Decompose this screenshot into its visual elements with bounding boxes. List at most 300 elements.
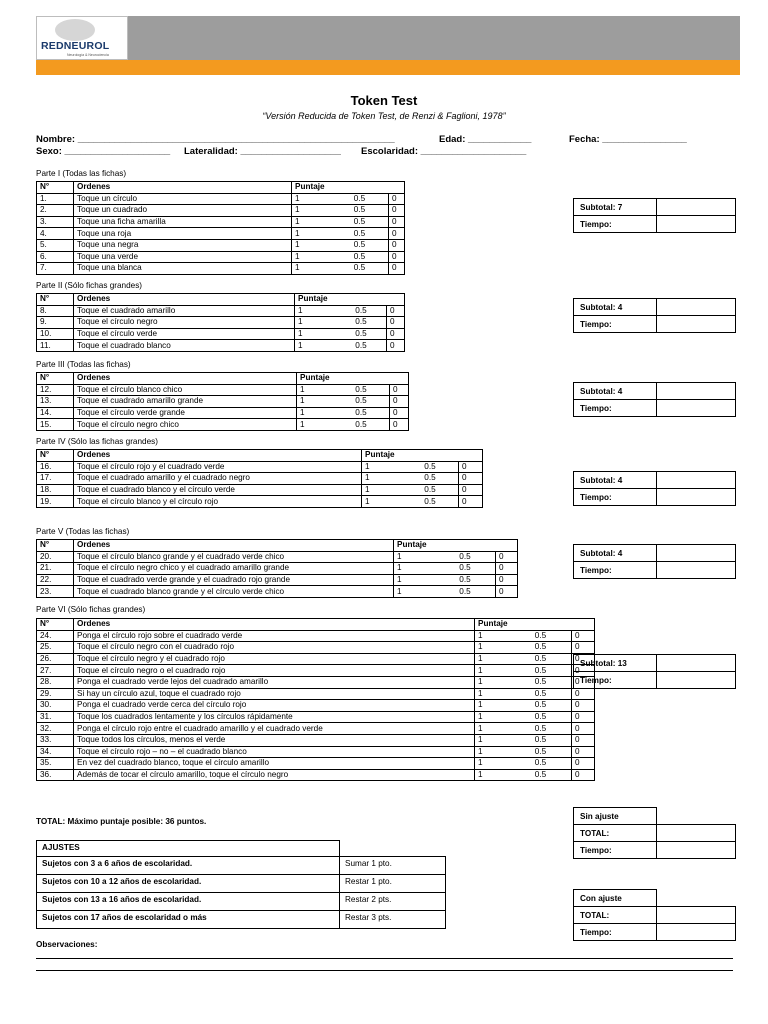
item-number: 8. [37,305,74,317]
subtotal-box [573,544,736,579]
score-option[interactable]: 0.5 [333,384,390,396]
column-header: N° [37,373,74,385]
lateralidad-field[interactable]: Lateralidad: ___________________ [184,146,341,157]
logo-brand: REDNEUROL [41,40,110,52]
column-header: Ordenes [74,294,295,306]
table-row [37,563,518,575]
item-order: Toque el cuadrado verde grande y el cuadrado rojo grande [74,574,394,586]
subtotal-label-value[interactable] [657,199,736,216]
item-number: 15. [37,419,74,431]
item-number: 20. [37,551,74,563]
tiempo-label-value[interactable] [657,562,736,579]
item-order: Toque el círculo blanco y el círculo rojo [74,496,362,508]
tiempo-label-value[interactable] [657,400,736,417]
table-row [574,383,736,400]
table-row [37,676,595,688]
item-order: Toque el círculo negro chico y el cuadrado amarillo grande [74,563,394,575]
tiempo-label: Tiempo: [574,216,657,233]
column-header: Ordenes [74,373,297,385]
item-order: Ponga el círculo rojo sobre el cuadrado verde [74,630,475,642]
score-option[interactable]: 1 [394,586,435,598]
column-header: Puntaje [362,450,483,462]
totals-box [573,889,736,941]
score-option[interactable]: 1 [292,205,331,217]
item-order: Toque un círculo [74,193,292,205]
score-option[interactable]: 0 [572,700,595,712]
item-number: 9. [37,317,74,329]
escolaridad-field[interactable]: Escolaridad: ____________________ [361,146,527,157]
tiempo-label-value[interactable] [657,672,736,689]
score-option[interactable]: 0.5 [510,711,572,723]
item-number: 16. [37,461,74,473]
section-title: Parte V (Todas las fichas) [36,527,130,536]
item-order: Toque el círculo negro y el cuadrado rojo [74,653,475,665]
subtotal-box [573,654,736,689]
score-option[interactable]: 0.5 [435,586,496,598]
subtotal-label: Subtotal: 4 [574,472,657,489]
item-number: 7. [37,263,74,275]
score-option[interactable]: 1 [394,574,435,586]
score-option[interactable]: 0.5 [435,574,496,586]
item-number: 13. [37,396,74,408]
table-row [37,473,483,485]
tiempo-label-value[interactable] [657,842,736,859]
score-option[interactable]: 0.5 [510,665,572,677]
part-table [36,181,405,275]
item-number: 6. [37,251,74,263]
score-option[interactable]: 1 [475,676,510,688]
table-row [37,642,595,654]
item-order: Además de tocar el círculo amarillo, toque el círculo negro [74,769,475,781]
table-row [37,586,518,598]
table-header [37,540,518,552]
score-option[interactable]: 0.5 [331,239,389,251]
item-number: 25. [37,642,74,654]
score-option[interactable]: 0 [389,251,405,263]
section-title: Parte VI (Sólo fichas grandes) [36,605,146,614]
score-option[interactable]: 0.5 [510,723,572,735]
item-order: Toque una ficha amarilla [74,216,292,228]
observaciones-label: Observaciones: [36,940,98,949]
table-row [574,562,736,579]
table-row [574,545,736,562]
score-option[interactable]: 0 [572,676,595,688]
score-option[interactable]: 0 [390,396,409,408]
table-header [37,619,595,631]
nombre-field[interactable]: Nombre: ____________________________________________________________ [36,134,395,145]
item-number: 30. [37,700,74,712]
tiempo-label: Tiempo: [574,924,657,941]
logo-tagline: Neurología & Neurociencia [67,53,109,57]
score-option[interactable]: 0.5 [510,746,572,758]
part-table [36,293,405,352]
subtotal-label-value[interactable] [657,383,736,400]
subtotal-label-value[interactable] [657,545,736,562]
score-option[interactable]: 0 [390,407,409,419]
item-number: 4. [37,228,74,240]
item-number: 14. [37,407,74,419]
score-option[interactable]: 0 [572,734,595,746]
tiempo-label: Tiempo: [574,316,657,333]
table-row [37,630,595,642]
score-option[interactable]: 1 [297,384,333,396]
item-number: 32. [37,723,74,735]
table-row [37,384,409,396]
score-option[interactable]: 0 [572,630,595,642]
table-row [37,263,405,275]
fecha-field[interactable]: Fecha: ________________ [569,134,687,145]
subtotal-label: Subtotal: 13 [574,655,657,672]
table-row [37,723,595,735]
table-row: Sujetos con 17 años de escolaridad o más Restar 3 pts. [37,911,446,929]
part-table [36,449,483,508]
score-option[interactable]: 0.5 [402,484,459,496]
score-option[interactable]: 0 [389,263,405,275]
column-header: Ordenes [74,619,475,631]
score-option[interactable]: 0 [572,769,595,781]
score-option[interactable]: 0.5 [331,205,389,217]
table-row [37,769,595,781]
totals-box [573,807,736,859]
score-option[interactable]: 0 [496,586,518,598]
score-option[interactable]: 1 [362,484,402,496]
item-order: Toque una blanca [74,263,292,275]
table-header [37,182,405,194]
item-order: Toque el círculo verde grande [74,407,297,419]
score-option[interactable]: 0.5 [510,769,572,781]
score-option[interactable]: 1 [475,758,510,770]
subtotal-label-value[interactable] [657,472,736,489]
score-option[interactable]: 1 [475,769,510,781]
score-option[interactable]: 1 [362,496,402,508]
table-row [37,688,595,700]
section-title: Parte II (Sólo fichas grandes) [36,281,143,290]
subtotal-label: Subtotal: 4 [574,299,657,316]
table-row [574,216,736,233]
item-order: Toque una roja [74,228,292,240]
item-number: 23. [37,586,74,598]
table-row [37,551,518,563]
table-header [37,450,483,462]
column-header: Puntaje [394,540,518,552]
subtotal-box [573,198,736,233]
column-header: N° [37,450,74,462]
score-option[interactable]: 1 [295,328,336,340]
item-number: 1. [37,193,74,205]
score-option[interactable]: 1 [292,193,331,205]
column-header: N° [37,182,74,194]
item-number: 34. [37,746,74,758]
score-option[interactable]: 1 [362,461,402,473]
tiempo-label-value[interactable] [657,316,736,333]
item-number: 3. [37,216,74,228]
item-order: Toque el cuadrado amarillo grande [74,396,297,408]
observaciones-line[interactable] [36,958,733,959]
score-option[interactable]: 0 [459,496,483,508]
score-option[interactable]: 1 [292,239,331,251]
score-option[interactable]: 0 [572,688,595,700]
score-option[interactable]: 1 [295,305,336,317]
table-row [574,655,736,672]
tiempo-label-value[interactable] [657,216,736,233]
score-option[interactable]: 1 [295,340,336,352]
score-option[interactable]: 0.5 [333,407,390,419]
subtotal-label: Subtotal: 7 [574,199,657,216]
item-order: Toque el cuadrado blanco grande y el círculo verde chico [74,586,394,598]
table-row [574,825,736,842]
score-option[interactable]: 0 [572,653,595,665]
item-order: Toque una negra [74,239,292,251]
score-option[interactable]: 0 [389,193,405,205]
score-option[interactable]: 0 [389,216,405,228]
score-option[interactable]: 0.5 [331,251,389,263]
page-title: Token Test [350,93,418,108]
item-order: Toque los cuadrados lentamente y los círculos rápidamente [74,711,475,723]
item-number: 36. [37,769,74,781]
score-option[interactable]: 0 [496,563,518,575]
score-option[interactable]: 0 [387,317,405,329]
score-option[interactable]: 0 [389,205,405,217]
item-order: Toque el cuadrado blanco [74,340,295,352]
score-option[interactable]: 1 [475,630,510,642]
score-option[interactable]: 1 [475,711,510,723]
score-option[interactable]: 1 [475,734,510,746]
column-header: Ordenes [74,450,362,462]
item-order: Toque el cuadrado blanco y el círculo verde [74,484,362,496]
item-order: Toque el círculo negro o el cuadrado rojo [74,665,475,677]
table-row [37,216,405,228]
table-row [37,205,405,217]
item-number: 26. [37,653,74,665]
table-row [37,419,409,431]
item-order: Toque el cuadrado amarillo y el cuadrado negro [74,473,362,485]
score-option[interactable]: 0.5 [510,676,572,688]
score-option[interactable]: 1 [297,396,333,408]
score-option[interactable]: 0.5 [510,688,572,700]
score-option[interactable]: 0 [390,419,409,431]
item-order: Toque el círculo negro [74,317,295,329]
score-option[interactable]: 0.5 [402,496,459,508]
item-number: 12. [37,384,74,396]
score-option[interactable]: 0 [572,665,595,677]
table-row [574,199,736,216]
tiempo-label: Tiempo: [574,672,657,689]
tiempo-label: Tiempo: [574,842,657,859]
item-number: 27. [37,665,74,677]
column-header: N° [37,540,74,552]
score-option[interactable]: 0.5 [333,396,390,408]
item-order: Toque el círculo rojo y el cuadrado verde [74,461,362,473]
score-option[interactable]: 0.5 [510,642,572,654]
column-header: Ordenes [74,182,292,194]
table-row [37,407,409,419]
score-option[interactable]: 1 [475,723,510,735]
score-option[interactable]: 0.5 [331,263,389,275]
tiempo-label-value[interactable] [657,924,736,941]
score-option[interactable]: 0.5 [402,461,459,473]
total-label-value[interactable] [657,825,736,842]
section-title: Parte III (Todas las fichas) [36,360,131,369]
score-option[interactable]: 0.5 [336,317,387,329]
redneurol-logo [36,16,128,60]
score-option[interactable]: 0 [496,551,518,563]
part-table [36,618,595,781]
globe-icon [55,19,95,41]
score-option[interactable]: 0 [459,473,483,485]
score-option[interactable]: 0.5 [435,563,496,575]
score-option[interactable]: 1 [394,563,435,575]
score-option[interactable]: 0.5 [331,216,389,228]
table-row [37,328,405,340]
tiempo-label: Tiempo: [574,562,657,579]
total-label-value[interactable] [657,907,736,924]
item-order: Toque el círculo blanco chico [74,384,297,396]
score-option[interactable]: 0 [572,723,595,735]
item-number: 5. [37,239,74,251]
tiempo-label: Tiempo: [574,489,657,506]
score-option[interactable]: 1 [292,263,331,275]
item-number: 10. [37,328,74,340]
item-order: Toque el círculo negro con el cuadrado rojo [74,642,475,654]
observaciones-line[interactable] [36,970,733,971]
score-option[interactable]: 0 [572,746,595,758]
edad-field[interactable]: Edad: ____________ [439,134,532,145]
score-option[interactable]: 0.5 [510,653,572,665]
score-option[interactable]: 1 [292,228,331,240]
table-row [37,317,405,329]
table-row [574,890,736,907]
score-option[interactable]: 1 [394,551,435,563]
score-option[interactable]: 1 [475,665,510,677]
score-option[interactable]: 1 [475,746,510,758]
score-option[interactable]: 0.5 [336,328,387,340]
sexo-field[interactable]: Sexo: ____________________ [36,146,171,157]
totals-heading: Sin ajuste [574,808,657,825]
table-row [574,808,736,825]
item-order: Si hay un círculo azul, toque el cuadrado rojo [74,688,475,700]
subtotal-label-value[interactable] [657,655,736,672]
score-option[interactable]: 0.5 [510,700,572,712]
subtotal-box [573,471,736,506]
table-row [37,239,405,251]
score-option[interactable]: 0.5 [331,193,389,205]
subtotal-label: Subtotal: 4 [574,383,657,400]
part-table [36,539,518,598]
column-header: Puntaje [295,294,405,306]
table-row [37,228,405,240]
item-number: 2. [37,205,74,217]
column-header: N° [37,294,74,306]
item-order: Toque el círculo rojo – no – el cuadrado blanco [74,746,475,758]
column-header: Puntaje [292,182,405,194]
score-option[interactable]: 0 [459,461,483,473]
score-option[interactable]: 0.5 [402,473,459,485]
score-option[interactable]: 0.5 [510,734,572,746]
table-row: Sujetos con 13 a 16 años de escolaridad. Restar 2 pts. [37,893,446,911]
score-option[interactable]: 0 [572,642,595,654]
table-row [37,305,405,317]
item-number: 29. [37,688,74,700]
score-option[interactable]: 1 [475,642,510,654]
score-option[interactable]: 1 [297,419,333,431]
item-number: 31. [37,711,74,723]
table-row [37,665,595,677]
score-option[interactable]: 0 [389,228,405,240]
section-title: Parte IV (Sólo las fichas grandes) [36,437,158,446]
totals-heading-value[interactable] [657,890,736,907]
score-option[interactable]: 1 [292,216,331,228]
score-option[interactable]: 1 [475,688,510,700]
item-order: Toque todos los círculos, menos el verde [74,734,475,746]
item-number: 21. [37,563,74,575]
score-option[interactable]: 0 [390,384,409,396]
table-row [574,299,736,316]
score-option[interactable]: 0 [389,239,405,251]
score-option[interactable]: 0.5 [435,551,496,563]
score-option[interactable]: 0.5 [336,340,387,352]
table-row [37,746,595,758]
table-row [574,672,736,689]
item-order: Toque una verde [74,251,292,263]
score-option[interactable]: 1 [475,653,510,665]
tiempo-label-value[interactable] [657,489,736,506]
score-option[interactable]: 0.5 [331,228,389,240]
score-option[interactable]: 0.5 [510,630,572,642]
score-option[interactable]: 1 [362,473,402,485]
item-number: 24. [37,630,74,642]
table-row [37,340,405,352]
table-row [574,472,736,489]
header-banner [36,16,740,60]
table-row [37,496,483,508]
score-option[interactable]: 0 [387,340,405,352]
total-label: TOTAL: [574,825,657,842]
total-label: TOTAL: [574,907,657,924]
item-order: Ponga el cuadrado verde cerca del círculo rojo [74,700,475,712]
table-row [37,251,405,263]
score-option[interactable]: 0.5 [336,305,387,317]
totals-heading: Con ajuste [574,890,657,907]
table-row [37,734,595,746]
item-number: 17. [37,473,74,485]
table-row [574,842,736,859]
score-option[interactable]: 1 [475,700,510,712]
score-option[interactable]: 0.5 [333,419,390,431]
score-option[interactable]: 0 [459,484,483,496]
score-option[interactable]: 0 [387,305,405,317]
table-row [574,489,736,506]
score-option[interactable]: 0 [496,574,518,586]
score-option[interactable]: 1 [295,317,336,329]
totals-heading-value[interactable] [657,808,736,825]
subtotal-label-value[interactable] [657,299,736,316]
table-row [37,700,595,712]
table-header [37,373,409,385]
part-table [36,372,409,431]
item-order: Ponga el círculo rojo entre el cuadrado amarillo y el cuadrado verde [74,723,475,735]
item-number: 18. [37,484,74,496]
table-row [37,574,518,586]
score-option[interactable]: 0 [387,328,405,340]
score-option[interactable]: 0.5 [510,758,572,770]
score-option[interactable]: 0 [572,711,595,723]
score-option[interactable]: 1 [292,251,331,263]
item-order: Toque el círculo blanco grande y el cuadrado verde chico [74,551,394,563]
total-note: TOTAL: Máximo puntaje posible: 36 puntos. [36,817,207,826]
item-order: Toque el círculo verde [74,328,295,340]
score-option[interactable]: 0 [572,758,595,770]
score-option[interactable]: 1 [297,407,333,419]
